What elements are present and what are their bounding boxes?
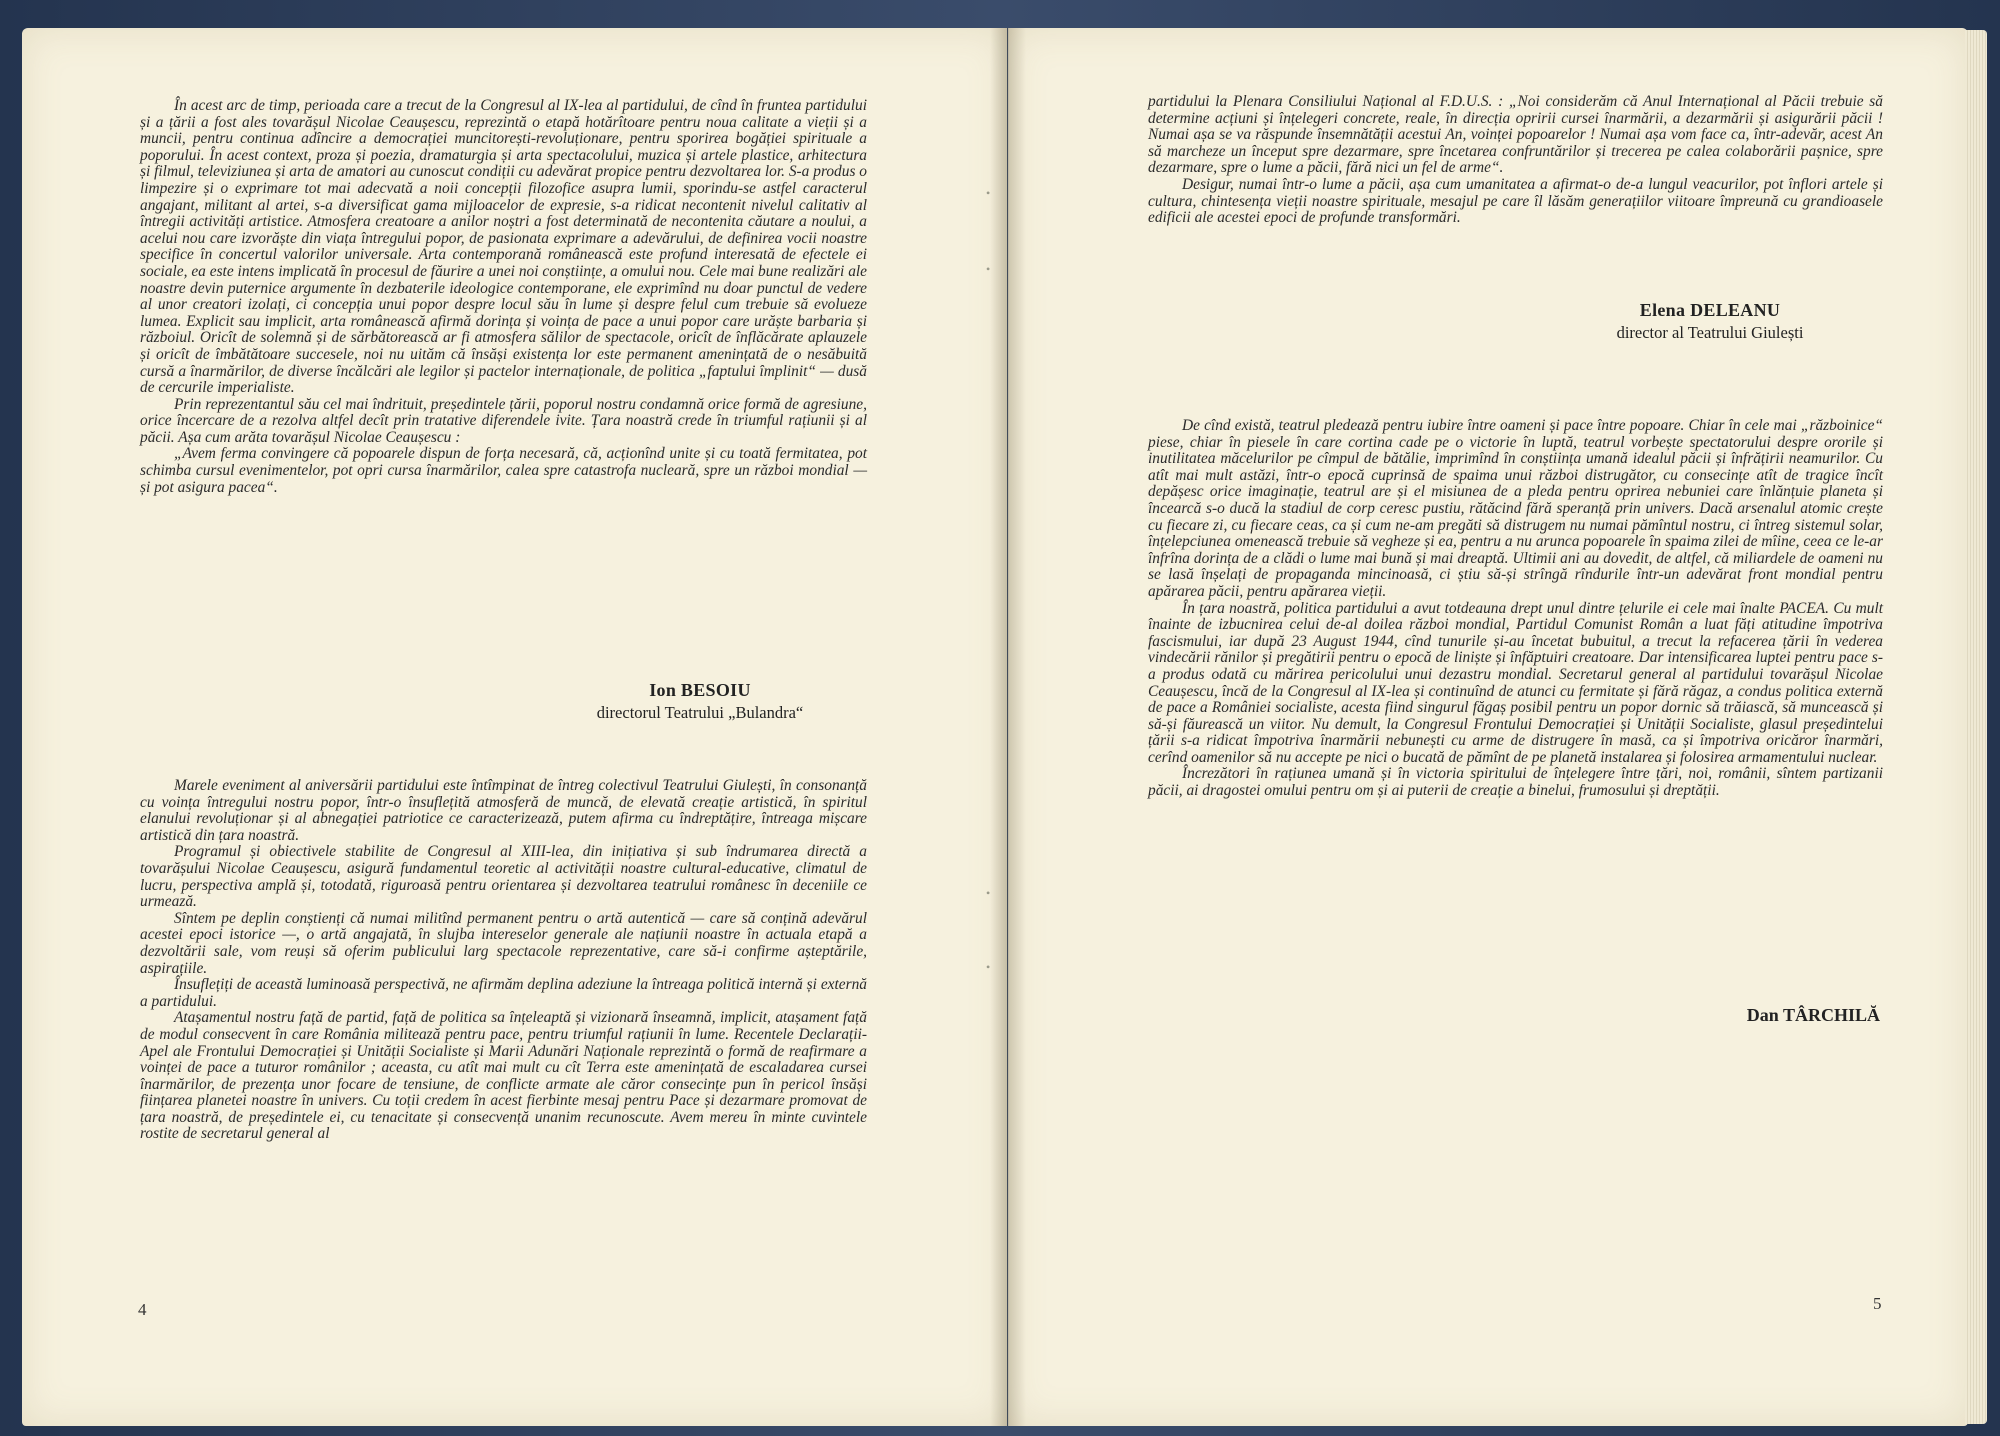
article-1-quote: „Avem ferma convingere că popoarele dispun de forța necesară, că, acționînd unite și cu toată fermitatea, pot schimba cursul evenimentelor, pot opri cursa înarmărilor, calea spre catastrofa nucleară, spre un război mondial — și pot asigura pacea“. xyxy=(140,445,867,496)
signature-name: Elena DELEANU xyxy=(1639,300,1781,320)
page-number-right: 5 xyxy=(1873,1294,1882,1313)
binding-mark: • xyxy=(986,262,991,276)
article-2-paragraph: Sîntem pe deplin conștienți că numai militînd permanent pentru o artă autentică — care să conțină adevărul acestei epoci istorice —, o artă angajată, în slujba intereselor generale ale națiunii noastre în actuala etapă a dezvoltării sale, vom reuși să oferim publicului larg spectacole reprezentative, care să-i confirme așteptările, aspirațiile. xyxy=(140,909,867,977)
article-1-paragraph: Prin reprezentantul său cel mai îndrituit, președintele țării, poporul nostru condamnă orice formă de agresiune, orice încercare de a rezolva altfel decît prin tratative diferendele ivite. Țara noastră crede în triumful rațiunii și al păcii. Așa cum arăta tovarășul Nicolae Ceaușescu : xyxy=(140,395,867,446)
article-2-paragraph: Însuflețiți de această luminoasă perspectivă, ne afirmăm deplina adeziune la întreaga politică internă și externă a partidului. xyxy=(140,976,867,1010)
page-edges xyxy=(1965,30,1987,1424)
article-2-paragraph: partidului la Plenara Consiliului Național al F.D.U.S. : „Noi considerăm că Anul Internațional al Păcii trebuie să determine acțiuni și înțelegeri concrete, reale, în direcția opririi cursei înarmării, a dezarmării și asigurării păcii ! Numai așa se va răspunde însemnătății acestui An, voinței popoarelor ! Numai așa vom face ca, într-adevăr, acest An să marcheze un început spre dezarmare, spre încetarea confruntărilor și trecerea pe calea colaborării pașnice, spre dezarmare, spre o lume a păcii, fără nici un fel de arme“. xyxy=(1148,93,1883,177)
article-2-paragraph: Desigur, numai într-o lume a păcii, așa cum umanitatea a afirmat-o de-a lungul veacurilor, pot înflori artele și cultura, chintesența vieții noastre spirituale, mesajul pe care îl lăsăm generațiilor viitoare împreună cu grandioasele edificii ale acestei epoci de profunde transformări. xyxy=(1148,175,1883,227)
binding-mark: • xyxy=(986,886,991,900)
book-gutter xyxy=(990,28,1026,1426)
signature-name: Ion BESOIU xyxy=(649,680,751,700)
page-number-left: 4 xyxy=(138,1300,147,1319)
article-2-paragraph: Atașamentul nostru față de partid, față de politica sa înțeleaptă și vizionară înseamnă, implicit, atașament față de modul consecvent în care România militează pentru pace, pentru triumful rațiunii în lume. Recentele Declarații-Apel ale Frontului Democrației și Unității Socialiste și Marii Adunări Naționale reprezintă o formă de reafirmare a voinței de pace a tuturor românilor ; aceasta, cu atît mai mult cu cît Terra este amenințată de escaladarea cursei înarmărilor, de prezența unor focare de tensiune, de conflicte armate ale căror consecințe pun în pericol însăși ființarea planetei noastre în univers. Cu toții credem în acest fierbinte mesaj pentru Pace și dezarmare promovat de țara noastră, de președintele ei, cu tenacitate și consecvență unanim recunoscute. Avem mereu în minte cuvintele rostite de secretarul general al xyxy=(140,1009,867,1143)
article-3-paragraph: În țara noastră, politica partidului a avut totdeauna drept unul dintre țelurile ei cele mai înalte PACEA. Cu mult înainte de izbucnirea celui de-al doilea război mondial, Partidul Comunist Român a luat făți atitudine împotriva fascismului, iar după 23 August 1944, cînd tunurile și-au încetat bubuitul, a trecut la refacerea țării în vederea vindecării rănilor și pregătirii pentru o epocă de liniște și înfăptuiri creatoare. Dar intensificarea luptei pentru pace s-a produs odată cu mărirea pericolului unui dezastru mondial. Secretarul general al partidului tovarășul Nicolae Ceaușescu, încă de la Congresul al IX-lea și continuînd de atunci cu fermitate și fără răgaz, a condus politica externă de pace a României socialiste, acesta fiind singurul făgaș posibil pentru un popor dornic să trăiască, să muncească și să-și făurească un viitor. Nu demult, la Congresul Frontului Democrației și Unității Socialiste, glasul președintelui țării s-a ridicat împotriva înarmării nebunești cu arme de distrugere în masă, ca și împotriva oricăror înarmări, cerînd oamenilor să nu accepte pe nici o bucată de pămînt de pe planetă instalarea și folosirea armamentului nuclear. xyxy=(1148,599,1883,766)
binding-mark: • xyxy=(986,960,991,974)
article-3-paragraph: Încrezători în rațiunea umană și în victoria spiritului de înțelegere între țări, noi, românii, sîntem partizanii păcii, ai dragostei omului pentru om și ai puterii de creație a binelui, frumosului și dreptății. xyxy=(1148,765,1883,800)
article-1-paragraph: În acest arc de timp, perioada care a trecut de la Congresul al IX-lea al partidului, de cînd în fruntea partidului și a țării a fost ales tovarășul Nicolae Ceaușescu, reprezintă o etapă hotărîtoare pentru noua calitate a vieții și a muncii, pentru continua adîncire a democrației muncitorești-revoluționare, pentru sporirea bogăției spirituale a poporului. În acest context, proza și poezia, dramaturgia și arta spectacolului, muzica și artele plastice, arhitectura și filmul, televiziunea și arta de amatori au cunoscut condiții cu adevărat propice pentru dezvoltarea lor. S-a produs o limpezire și o exprimare tot mai adecvată a noii concepții filozofice asupra lumii, sporindu-se astfel caracterul angajant, militant al artei, s-a diversificat gama mijloacelor de expresie, s-a ridicat necontenit nivelul calitativ al întregii activități artistice. Atmosfera creatoare a anilor noștri a fost determinată de necontenita căutare a noului, a acelui nou care izvorăște din viața întregului popor, de pasionata exprimare a adevărului, de definirea vocii noastre specifice în concertul valorilor universale. Arta contemporană românească este profund interesată de efectele ei sociale, ea este intens implicată în procesul de făurire a unei noi conștiințe, a omului nou. Cele mai bune realizări ale noastre devin puternice argumente în dezbaterile ideologice contemporane, ele exprimînd nu doar punctul de vedere al unor creatori izolați, ci concepția unui popor despre locul său în lume și despre felul cum trebuie să evolueze lumea. Explicit sau implicit, arta românească afirmă dorința și voința de pace a unui popor care urăște barbaria și războiul. Oricît de solemnă și de sărbătorească ar fi atmosfera sălilor de spectacole, oricît de înflăcărate aplauzele și oricît de îmbătătoare succesele, noi nu uităm că însăși existența lor este permanent amenințată de o nesăbuită cursă a înarmărilor, de diverse încălcări ale legilor și pactelor internaționale, de politica „faptului împlinit“ — dusă de cercurile imperialiste. xyxy=(140,97,867,397)
signature-tarchila: Dan TÂRCHILĂ xyxy=(1746,1005,1880,1025)
signature-besoiu xyxy=(520,680,880,723)
signature-role: directorul Teatrului „Bulandra“ xyxy=(596,703,804,722)
article-3-paragraph: De cînd există, teatrul pledează pentru iubire între oameni și pace între popoare. Chiar în cele mai „războinice“ piese, chiar în piesele în care cortina cade pe o victorie în luptă, teatrul vorbește spectatorului despre ororile și inutilitatea măcelurilor pe cîmpul de bătălie, imprimînd în conștiința umană idealul păcii și înfrățirii neamurilor. Cu atît mai mult astăzi, într-o epocă cuprinsă de spaima unui război distrugător, cu consecințe atît de tragice încît depășesc orice imaginație, teatrul are și el misiunea de a pleda pentru oprirea nebuniei care înlănțuie planeta și încearcă s-o ducă la stadiul de corp ceresc pustiu, rătăcind fără speranță prin univers. Dacă arsenalul atomic crește cu fiecare zi, cu fiecare ceas, ca și cum ne-am pregăti să distrugem nu numai pămîntul nostru, ci întreg sistemul solar, înțelepciunea omenească trebuie să vegheze și ea, pentru a nu arunca popoarele în spaima zilei de mîine, ceea ce le-ar înfrîna dorința de a clădi o lume mai bună și mai dreaptă. Ultimii ani au dovedit, de altfel, că miliardele de oameni nu se lasă înșelați de propaganda mincinoasă, ci știu să-și strîngă rîndurile într-un adevărat front mondial pentru apărarea păcii, pentru apărarea vieții. xyxy=(1148,417,1883,600)
signature-deleanu xyxy=(1540,300,1880,343)
article-2-continued-text xyxy=(1148,94,1883,227)
article-2-text xyxy=(140,778,867,1143)
article-3-text xyxy=(1148,418,1883,800)
article-2-paragraph: Programul și obiectivele stabilite de Congresul al XIII-lea, din inițiativa și sub îndrumarea directă a tovarășului Nicolae Ceaușescu, asigură fundamentul teoretic al activității noastre cultural-educative, climatul de lucru, perspectiva amplă și, totodată, riguroasă pentru orientarea și dezvoltarea teatrului românesc în deceniile ce urmează. xyxy=(140,843,867,911)
article-2-paragraph: Marele eveniment al aniversării partidului este întîmpinat de întreg colectivul Teatrului Giulești, în consonanță cu voința întregului nostru popor, într-o însuflețită atmosferă de muncă, de elevată creație artistică, în spiritul elanului revoluționar și al abnegației patriotice ce caracterizează, putem afirma cu îndreptățire, întreaga mișcare artistică din țara noastră. xyxy=(140,777,867,844)
binding-mark: • xyxy=(986,186,991,200)
signature-role: director al Teatrului Giulești xyxy=(1616,323,1804,342)
article-1-text xyxy=(140,98,867,496)
